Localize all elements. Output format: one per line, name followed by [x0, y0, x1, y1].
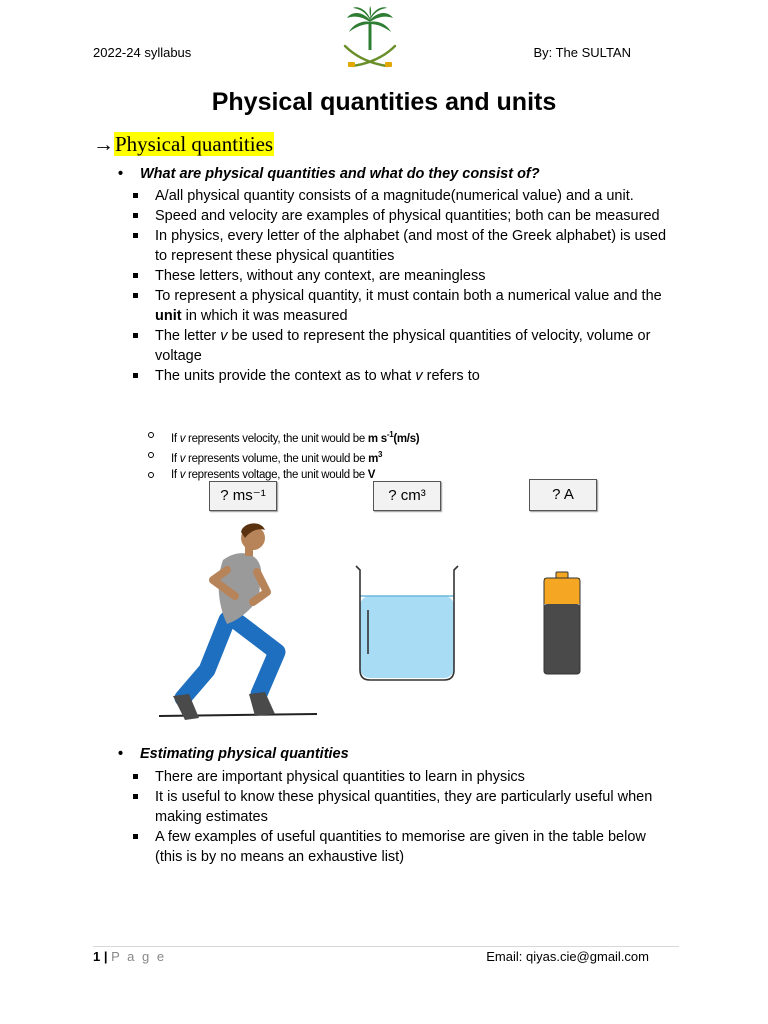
question-text: What are physical quantities and what do they consist of?: [140, 166, 540, 182]
list-item: [133, 827, 673, 867]
sub-text: represents voltage, the unit would be: [185, 468, 368, 481]
list-item: [133, 186, 673, 206]
square-bullet-icon: [133, 293, 138, 298]
list-item: [133, 286, 673, 326]
unit-symbol: m s: [367, 432, 387, 445]
estimating-list: [133, 767, 673, 867]
list-item-text: Speed and velocity are examples of physical quantities; both can be measured: [155, 208, 660, 224]
list-item-text: A few examples of useful quantities to memorise are given in the table below (this is by no means an exhaustive list): [155, 829, 646, 865]
unit-box-velocity: ? ms⁻¹: [209, 481, 277, 511]
list-item-text: These letters, without any context, are meaningless: [155, 268, 486, 284]
square-bullet-icon: [133, 333, 138, 338]
list-item-text: It is useful to know these physical quantities, they are particularly useful when making estimates: [155, 789, 653, 825]
arrow-icon: →: [93, 132, 114, 156]
list-item-text: To represent a physical quantity, it must contain both a numerical value and the: [155, 288, 662, 304]
list-item-text: The letter: [155, 328, 221, 344]
estimating-heading: Estimating physical quantities: [140, 746, 349, 762]
variable-v: v: [415, 368, 423, 384]
definition-list: [133, 186, 673, 386]
variable-v: v: [179, 468, 186, 481]
sub-text: represents velocity, the unit would be: [185, 432, 368, 445]
question-bullet: [118, 166, 540, 182]
square-bullet-icon: [133, 193, 138, 198]
list-item: [133, 366, 673, 386]
section-heading: [93, 132, 274, 157]
running-man-icon: [155, 520, 325, 730]
list-item: [133, 206, 673, 226]
battery-icon: [540, 570, 584, 678]
unit-exponent: -1: [386, 430, 394, 439]
square-bullet-icon: [133, 834, 138, 839]
sub-text: If: [171, 432, 180, 445]
header-syllabus: 2022-24 syllabus: [93, 45, 192, 60]
page-title: Physical quantities and units: [211, 88, 557, 116]
footer-email: Email: qiyas.cie@gmail.com: [486, 949, 649, 964]
list-item-text: The units provide the context as to what: [155, 368, 416, 384]
footer-divider: [93, 946, 679, 947]
beaker-icon: [352, 562, 462, 684]
sub-text: If: [171, 452, 180, 465]
list-item: [133, 326, 673, 366]
list-item: [133, 787, 673, 827]
list-item-text: In physics, every letter of the alphabet (and most of the Greek alphabet) is used to represent these physical quantities: [155, 228, 667, 264]
list-item-text: A/all physical quantity consists of a magnitude(numerical value) and a unit.: [155, 188, 634, 204]
sub-text: represents volume, the unit would be: [185, 452, 369, 465]
square-bullet-icon: [133, 794, 138, 799]
circle-bullet-icon: [148, 452, 154, 458]
page-label: P a g e: [111, 949, 167, 964]
estimating-bullet: [118, 746, 349, 762]
square-bullet-icon: [133, 273, 138, 278]
square-bullet-icon: [133, 774, 138, 779]
square-bullet-icon: [133, 213, 138, 218]
bullet-dot-icon: •: [118, 166, 124, 182]
header-author: By: The SULTAN: [533, 45, 631, 60]
unit-box-volume: ? cm³: [373, 481, 441, 511]
unit-bold: unit: [155, 308, 182, 324]
list-item-text: refers to: [422, 368, 480, 384]
palm-swords-emblem-icon: [339, 6, 401, 72]
variable-v: v: [179, 432, 186, 445]
unit-box-current: ? A: [529, 479, 597, 511]
square-bullet-icon: [133, 373, 138, 378]
unit-symbol: V: [367, 468, 376, 481]
unit-examples-list: [148, 427, 419, 483]
list-item: [133, 266, 673, 286]
list-item-text: in which it was measured: [181, 308, 348, 324]
unit-exponent: 3: [378, 449, 383, 459]
page-number: [93, 949, 166, 964]
sub-list-item: [148, 427, 419, 447]
list-item: [133, 226, 673, 266]
variable-v: v: [220, 328, 228, 344]
page-separator: |: [100, 949, 112, 964]
circle-bullet-icon: [148, 432, 154, 438]
bullet-dot-icon: •: [118, 746, 124, 762]
list-item-text: There are important physical quantities to learn in physics: [155, 769, 525, 785]
variable-v: v: [179, 452, 186, 465]
page-num-value: 1: [93, 949, 101, 964]
section-heading-text: Physical quantities: [115, 132, 274, 156]
unit-symbol-alt: (m/s): [393, 432, 420, 445]
circle-bullet-icon: [148, 472, 154, 478]
square-bullet-icon: [133, 233, 138, 238]
sub-list-item: [148, 447, 419, 467]
unit-symbol: m: [368, 452, 379, 465]
list-item: [133, 767, 673, 787]
list-item-text: be used to represent the physical quantities of velocity, volume or voltage: [155, 328, 651, 364]
sub-text: If: [171, 468, 180, 481]
